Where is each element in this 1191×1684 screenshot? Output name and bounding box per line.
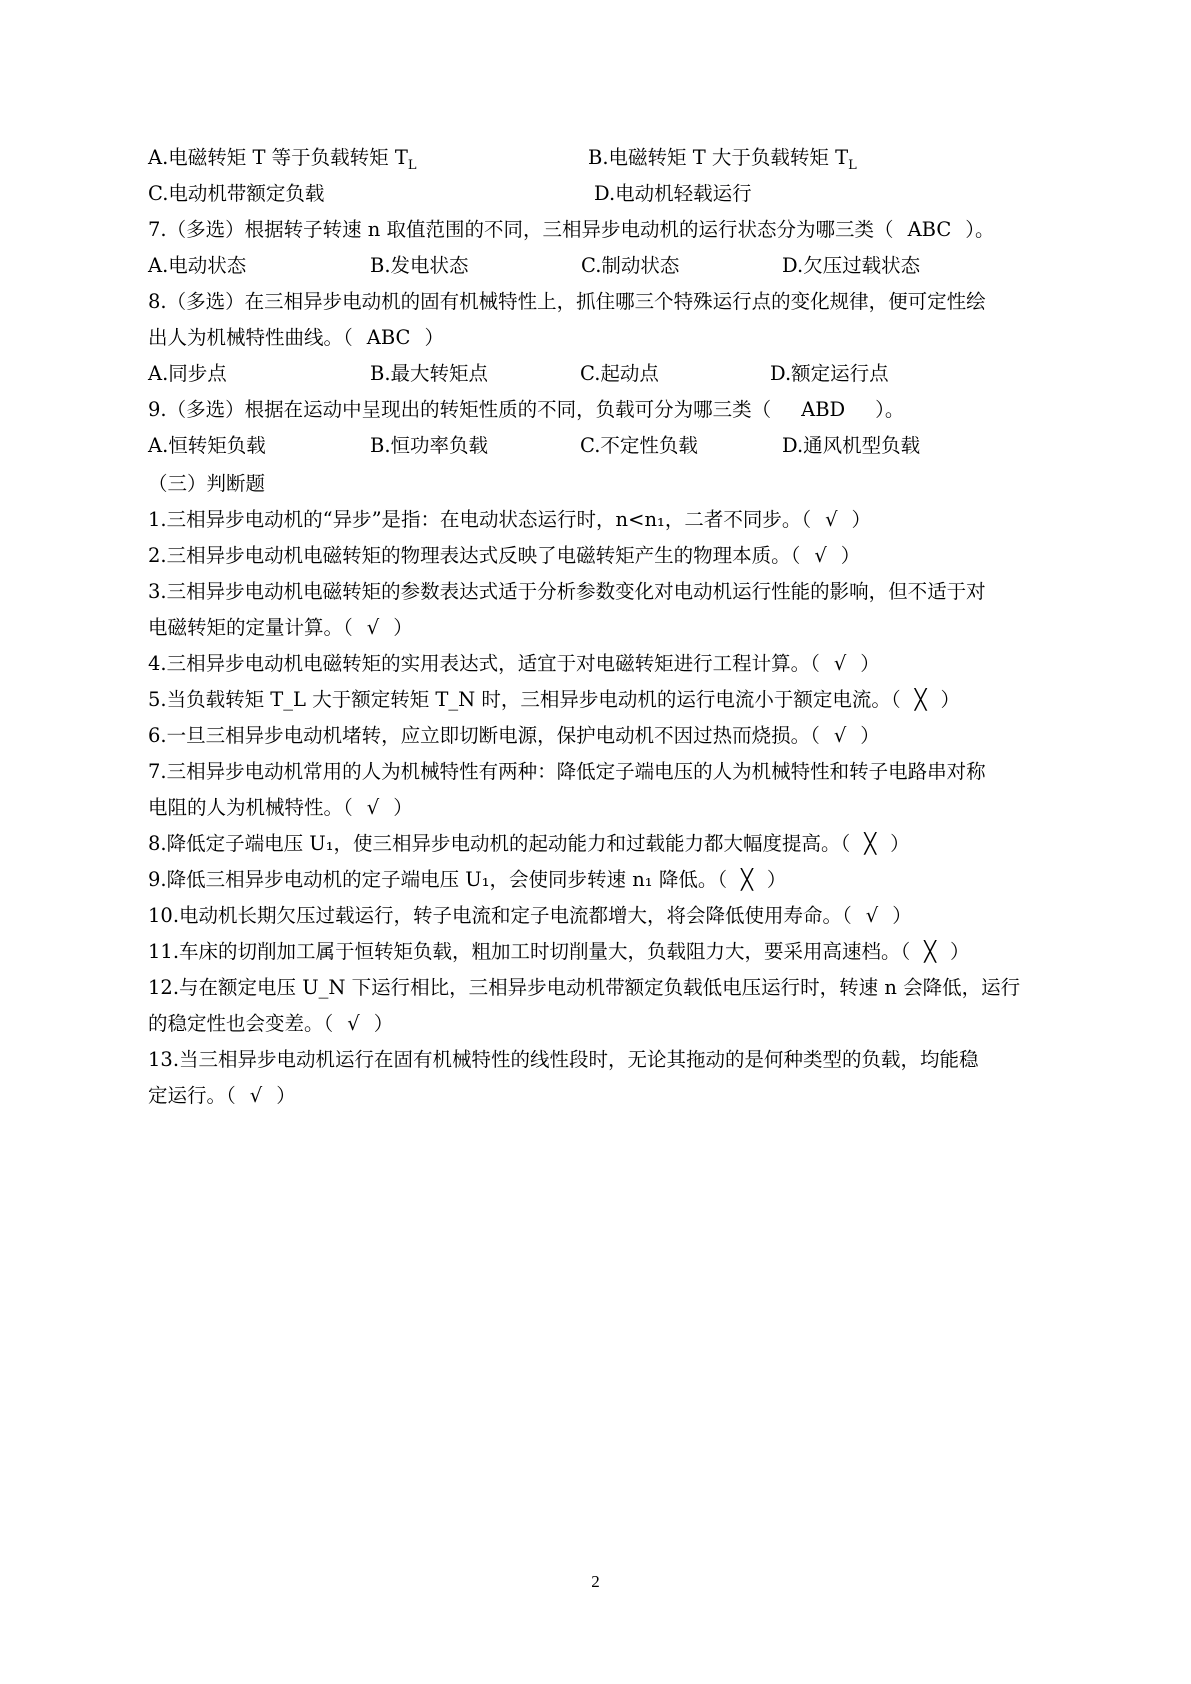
judgement-close-paren: ） — [393, 616, 413, 639]
q6-options-row-1 — [148, 140, 1058, 176]
judgement-line — [148, 934, 1058, 970]
judgement-answer: √ — [833, 652, 847, 675]
judgement-close-paren: ） — [860, 652, 880, 675]
judgement-close-paren: ） — [851, 508, 872, 531]
judgement-line — [148, 610, 1058, 646]
judgement-text: 11.车床的切削加工属于恒转矩负载，粗加工时切削量大，负载阻力大，要采用高速档。（ — [148, 940, 911, 963]
judgement-text: 12.与在额定电压 U_N 下运行相比，三相异步电动机带额定负载低电压运行时，转速 n 会降低，运行 — [148, 976, 1021, 999]
judgement-text: 的稳定性也会变差。（ — [148, 1012, 334, 1035]
judgement-line — [148, 682, 1058, 718]
judgement-line — [148, 826, 1058, 862]
judgement-answer: √ — [833, 724, 847, 747]
q8-stem-line-2: 出人为机械特性曲线。（ ABC ） — [148, 320, 1058, 356]
judgement-answer: ╳ — [741, 868, 753, 891]
judgement-text: 7.三相异步电动机常用的人为机械特性有两种：降低定子端电压的人为机械特性和转子电路串对称 — [148, 760, 986, 783]
judgement-text: 5.当负载转矩 T_L 大于额定转矩 T_N 时，三相异步电动机的运行电流小于额定电流。（ — [148, 688, 901, 711]
q6-option-b: B.电磁转矩 T 大于负载转矩 $T_L$ — [588, 146, 857, 173]
judgement-list — [148, 502, 1058, 1114]
judgement-text: 电磁转矩的定量计算。（ — [148, 616, 353, 639]
q7-options — [148, 248, 1058, 284]
q9-option-d: D.通风机型负载 — [782, 434, 921, 457]
judgement-line — [148, 502, 1058, 538]
q8-option-c: C.起动点 — [580, 362, 659, 385]
judgement-answer: √ — [825, 508, 838, 531]
q7-option-b: B.发电状态 — [370, 254, 469, 277]
document-page — [148, 140, 1058, 1114]
q7-option-d: D.欠压过载状态 — [782, 254, 921, 277]
judgement-answer: √ — [865, 904, 879, 927]
judgement-text: 3.三相异步电动机电磁转矩的参数表达式适于分析参数变化对电动机运行性能的影响，但不适于对 — [148, 580, 986, 603]
q8-option-b: B.最大转矩点 — [370, 362, 489, 385]
q9-answer: ABD — [801, 398, 846, 421]
judgement-close-paren: ） — [840, 544, 861, 567]
q8-option-d: D.额定运行点 — [770, 362, 889, 385]
judgement-text: 13.当三相异步电动机运行在固有机械特性的线性段时，无论其拖动的是何种类型的负载，均能稳 — [148, 1048, 979, 1071]
judgement-answer: √ — [814, 544, 827, 567]
judgement-answer: ╳ — [914, 688, 927, 711]
judgement-answer: √ — [366, 796, 380, 819]
judgement-answer: ╳ — [924, 940, 937, 963]
judgement-text: 10.电动机长期欠压过载运行，转子电流和定子电流都增大，将会降低使用寿命。（ — [148, 904, 852, 927]
judgement-answer: √ — [249, 1084, 263, 1107]
judgement-line — [148, 862, 1058, 898]
q7-answer: ABC — [907, 218, 952, 241]
judgement-close-paren: ） — [373, 1012, 394, 1035]
judgement-line — [148, 754, 1058, 790]
judgement-close-paren: ） — [860, 724, 880, 747]
judgement-close-paren: ） — [950, 940, 970, 963]
q8-answer: ABC — [366, 326, 411, 349]
judgement-line — [148, 898, 1058, 934]
q7-stem: 7.（多选）根据转子转速 n 取值范围的不同，三相异步电动机的运行状态分为哪三类（ ABC ）。 — [148, 212, 1058, 248]
q7-option-c: C.制动状态 — [581, 254, 680, 277]
judgement-text: 电阻的人为机械特性。（ — [148, 796, 353, 819]
judgement-line — [148, 790, 1058, 826]
judgement-text: 定运行。（ — [148, 1084, 236, 1107]
q6-option-d: D.电动机轻载运行 — [594, 182, 752, 205]
judgement-line — [148, 646, 1058, 682]
q6-option-a: A.电磁转矩 T 等于负载转矩 $T_L$ — [148, 146, 417, 173]
q9-option-a: A.恒转矩负载 — [148, 434, 266, 457]
judgement-text: 4.三相异步电动机电磁转矩的实用表达式，适宜于对电磁转矩进行工程计算。（ — [148, 652, 820, 675]
q9-stem: 9.（多选）根据在运动中呈现出的转矩性质的不同，负载可分为哪三类（ ABD ）。 — [148, 392, 1058, 428]
judgement-text: 8.降低定子端电压 U₁，使三相异步电动机的起动能力和过载能力都大幅度提高。（ — [148, 832, 851, 855]
judgement-close-paren: ） — [766, 868, 787, 891]
judgement-close-paren: ） — [890, 832, 910, 855]
judgement-line — [148, 574, 1058, 610]
q9-options — [148, 428, 1058, 464]
q9-option-c: C.不定性负载 — [580, 434, 698, 457]
q6-options-row-2 — [148, 176, 1058, 212]
page-number: 2 — [591, 1572, 600, 1591]
judgement-text: 2.三相异步电动机电磁转矩的物理表达式反映了电磁转矩产生的物理本质。（ — [148, 544, 801, 567]
judgement-answer: √ — [366, 616, 380, 639]
judgement-line — [148, 538, 1058, 574]
judgement-text: 9.降低三相异步电动机的定子端电压 U₁，会使同步转速 n₁ 降低。（ — [148, 868, 728, 891]
q8-options — [148, 356, 1058, 392]
judgement-line — [148, 718, 1058, 754]
judgement-answer: ╳ — [864, 832, 877, 855]
judgement-line — [148, 970, 1058, 1006]
q6-option-c: C.电动机带额定负载 — [148, 182, 325, 205]
judgement-text: 1.三相异步电动机的“异步”是指：在电动状态运行时，n<n₁，二者不同步。（ — [148, 508, 812, 531]
judgement-line — [148, 1078, 1058, 1114]
judgement-answer: √ — [347, 1012, 360, 1035]
q8-stem-line-1: 8.（多选）在三相异步电动机的固有机械特性上，抓住哪三个特殊运行点的变化规律，便可定性绘 — [148, 290, 986, 313]
section-title: （三）判断题 — [148, 472, 266, 495]
q9-option-b: B.恒功率负载 — [370, 434, 489, 457]
judgement-line — [148, 1006, 1058, 1042]
judgement-close-paren: ） — [892, 904, 912, 927]
q8-option-a: A.同步点 — [148, 362, 227, 385]
judgement-close-paren: ） — [940, 688, 960, 711]
q7-option-a: A.电动状态 — [148, 254, 247, 277]
judgement-close-paren: ） — [276, 1084, 296, 1107]
judgement-close-paren: ） — [393, 796, 413, 819]
judgement-text: 6.一旦三相异步电动机堵转，应立即切断电源，保护电动机不因过热而烧损。（ — [148, 724, 820, 747]
judgement-line — [148, 1042, 1058, 1078]
